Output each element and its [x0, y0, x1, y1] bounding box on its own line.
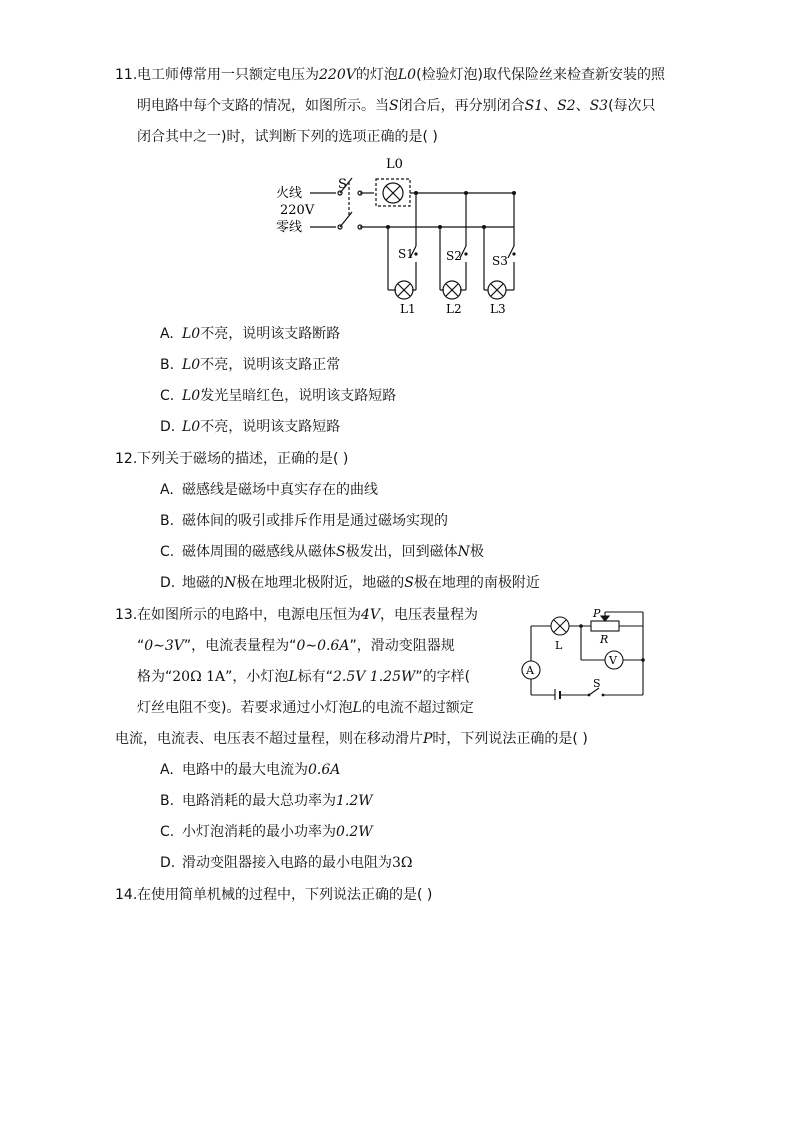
question-12	[115, 444, 667, 475]
voltage-label: 220V	[280, 203, 315, 218]
switch-s-label: S	[338, 177, 347, 192]
question-14	[115, 880, 667, 911]
question-stem-line: 格为“20Ω 1A”，小灯泡L标有“2.5V 1.25W”的字样(	[137, 669, 471, 685]
lamp-l-label: L	[555, 639, 563, 652]
q13-option-d[interactable]: D. 滑动变阻器接入电路的最小电阻为3Ω	[160, 855, 413, 871]
question-stem: 电工师傅常用一只额定电压为220V的灯泡L0(检验灯泡)取代保险丝来检查新安装的照明电路中每个支路的情况，如图所示。当S闭合后，再分别闭合S1、S2、S3(每次只闭合其中之一)时，试判断下列的选项正确的是( )	[137, 67, 665, 145]
question-number: 11.	[115, 67, 138, 83]
lamp-l3-label: L3	[490, 302, 506, 316]
question-stem-line: “0∼3V”，电流表量程为“0∼0.6A”，滑动变阻器规	[137, 638, 455, 654]
ammeter-label: A	[526, 664, 534, 677]
question-11	[115, 60, 667, 153]
q11-option-a[interactable]: A. L0不亮，说明该支路断路	[160, 326, 341, 342]
question-number: 14.	[115, 887, 138, 903]
lamp-l2-label: L2	[446, 302, 462, 316]
q13-option-c[interactable]: C. 小灯泡消耗的最小功率为0.2W	[160, 824, 373, 840]
q12-option-d[interactable]: D. 地磁的N极在地理北极附近，地磁的S极在地理的南极附近	[160, 575, 540, 591]
neutral-wire-label: 零线	[276, 220, 303, 235]
circuit-diagram-q13	[515, 605, 655, 700]
q13-option-b[interactable]: B. 电路消耗的最大总功率为1.2W	[160, 793, 373, 809]
question-stem: 下列关于磁场的描述，正确的是( )	[137, 451, 349, 467]
question-stem-line: 灯丝电阻不变)。若要求通过小灯泡L的电流不超过额定	[137, 700, 474, 716]
q12-option-b[interactable]: B. 磁体间的吸引或排斥作用是通过磁场实现的	[160, 513, 448, 529]
switch-s1-label: S1	[398, 247, 414, 261]
question-number: 13.	[115, 607, 138, 623]
question-stem-line: 在如图所示的电路中，电源电压恒为4V，电压表量程为	[137, 607, 479, 623]
lamp-l0-label: L0	[386, 157, 403, 172]
q11-option-d[interactable]: D. L0不亮，说明该支路短路	[160, 419, 341, 435]
resistor-r-label: R	[600, 633, 609, 646]
switch-s3-label: S3	[492, 254, 508, 268]
question-13	[115, 600, 588, 755]
slider-p-label: P	[593, 607, 601, 620]
switch-s2-label: S2	[446, 249, 462, 263]
circuit-diagram-q11	[270, 150, 530, 320]
voltmeter-label: V	[609, 654, 617, 667]
question-number: 12.	[115, 451, 138, 467]
switch-s-label: S	[593, 677, 601, 690]
question-stem: 在使用简单机械的过程中，下列说法正确的是( )	[137, 887, 433, 903]
q11-option-c[interactable]: C. L0发光呈暗红色，说明该支路短路	[160, 388, 397, 404]
q12-option-a[interactable]: A. 磁感线是磁场中真实存在的曲线	[160, 482, 378, 498]
q13-option-a[interactable]: A. 电路中的最大电流为0.6A	[160, 762, 341, 778]
q12-option-c[interactable]: C. 磁体周围的磁感线从磁体S极发出，回到磁体N极	[160, 544, 484, 560]
lamp-l1-label: L1	[400, 302, 416, 316]
question-stem-line: 电流，电流表、电压表不超过量程，则在移动滑片P时，下列说法正确的是( )	[115, 731, 588, 747]
q11-option-b[interactable]: B. L0不亮，说明该支路正常	[160, 357, 341, 373]
live-wire-label: 火线	[276, 186, 303, 201]
